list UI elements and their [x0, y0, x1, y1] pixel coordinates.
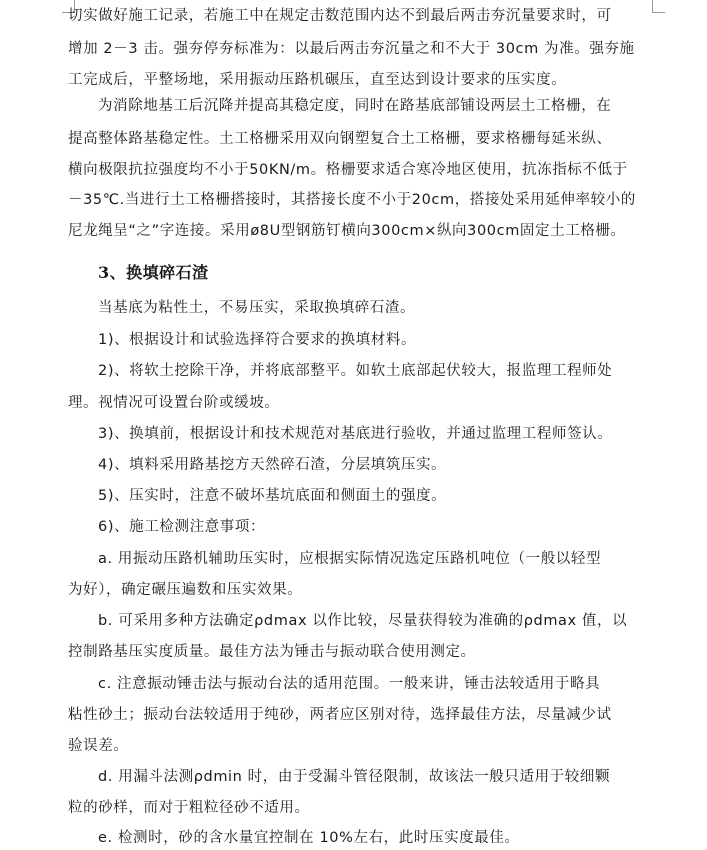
text-line: 理。视情况可设置台阶或缓坡。 [68, 395, 280, 411]
list-item-line: 粒的砂样，而对于粗粒径砂不适用。 [68, 800, 310, 816]
text-line: 切实做好施工记录，若施工中在规定击数范围内达不到最后两击夯沉量要求时，可 [68, 8, 612, 24]
text-line: 6)、施工检测注意事项： [98, 519, 266, 535]
list-item-line: 为好），确定碾压遍数和压实效果。 [68, 582, 303, 598]
text-line: 横向极限抗拉强度均不小于50KN/m。格栅要求适合寒冷地区使用，抗冻指标不低于 [68, 162, 628, 178]
text-line: 尼龙绳呈“之”字连接。采用ø8U型钢筋钉横向300cm×纵向300cm固定土工格栅。 [68, 223, 626, 239]
text-line: 4)、填料采用路基挖方天然碎石渣，分层填筑压实。 [98, 457, 447, 473]
list-item-line: c. 注意振动锤击法与振动台法的适用范围。一般来讲，锤击法较适用于略具 [98, 676, 601, 692]
text-line: 2)、将软土挖除干净，并将底部整平。如软土底部起伏较大，报监理工程师处 [98, 363, 613, 379]
section-heading: 3、换填碎石渣 [98, 263, 209, 282]
text-line: 1)、根据设计和试验选择符合要求的换填材料。 [98, 332, 417, 348]
text-line: 5)、压实时，注意不破坏基坑底面和侧面土的强度。 [98, 488, 447, 504]
text-line: 3)、换填前，根据设计和技术规范对基底进行验收，并通过监理工程师签认。 [98, 426, 613, 442]
list-item-line: e. 检测时，砂的含水量宜控制在 10%左右，此时压实度最佳。 [98, 830, 520, 846]
text-line: 增加 2－3 击。强夯停夯标准为：以最后两击夯沉量之和不大于 30cm 为准。强夯施 [68, 41, 635, 57]
text-line: －35℃.当进行土工格栅搭接时，其搭接长度不小于20cm，搭接处采用延伸率较小的 [68, 192, 636, 208]
list-item-line: 粘性砂土；振动台法较适用于纯砂，两者应区别对待，选择最佳方法，尽量减少试 [68, 707, 612, 723]
list-item-line: b. 可采用多种方法确定ρdmax 以作比较，尽量获得较为准确的ρdmax 值，以 [98, 613, 628, 629]
text-line: 提高整体路基稳定性。土工格栅采用双向钢塑复合土工格栅，要求格栅每延米纵、 [68, 131, 612, 147]
list-item-line: a. 用振动压路机辅助压实时，应根据实际情况选定压路机吨位（一般以轻型 [98, 551, 602, 567]
list-item-line: d. 用漏斗法测ρdmin 时，由于受漏斗管径限制，故该法一般只适用于较细颗 [98, 769, 611, 785]
text-line: 工完成后，平整场地，采用振动压路机碾压，直至达到设计要求的压实度。 [68, 72, 567, 88]
text-line: 为消除地基工后沉降并提高其稳定度，同时在路基底部铺设两层土工格栅，在 [98, 98, 612, 114]
margin-corner-mark [652, 0, 665, 13]
list-item-line: 验误差。 [68, 738, 129, 754]
text-line: 当基底为粘性土，不易压实，采取换填碎石渣。 [98, 300, 416, 316]
list-item-line: 控制路基压实度质量。最佳方法为锤击与振动联合使用测定。 [68, 644, 476, 660]
